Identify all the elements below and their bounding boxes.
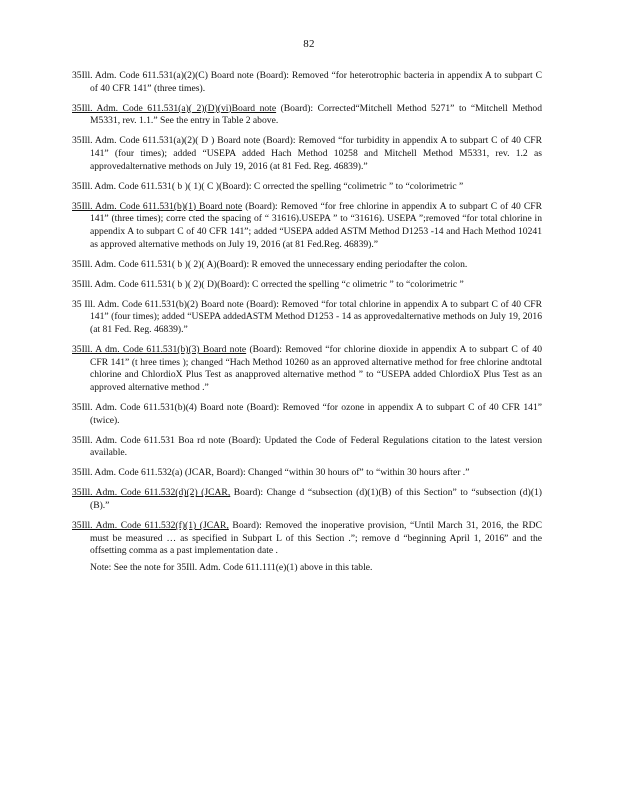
citation: 35Ill. Adm. Code 611.531 Boa rd note xyxy=(72,434,226,446)
citation: 35 Ill. Adm. Code 611.531(b)(2) xyxy=(72,298,199,310)
citation: 35Ill. Adm. Code 611.531( b )( 1)( C ) xyxy=(72,180,219,192)
amendment-entry xyxy=(72,103,542,128)
table-note: Note: See the note for 35Ill. Adm. Code 611.111(e)(1) above in this table. xyxy=(90,562,373,574)
description: Board): Change d “subsection (d)(1)(B) of this Section” to “subsection (d)(1)(B).” xyxy=(90,487,543,512)
description: Board note (Board): Removed “for total chlorine in appendix A to subpart C of 40 CFR 141” (four times); added “USEPA addedASTM Method D1253 - 14 as approvedalternative methods on July 19, 2016 (at 81 Fed. Reg. 46839).” xyxy=(90,298,542,335)
citation: 35Ill. Adm. Code 611.531( b )( 2)( A) xyxy=(72,258,217,270)
amendment-entry xyxy=(72,487,542,512)
citation: 35Ill. A dm. Code 611.531(b)(3) Board note xyxy=(72,344,247,356)
amendment-entry xyxy=(72,135,542,173)
citation: 35Ill. Adm. Code 611.532(d)(2) (JCAR, xyxy=(72,487,231,499)
citation: 35Ill. Adm. Code 611.531(a)(2)(C) xyxy=(72,70,208,81)
amendment-entry xyxy=(72,279,542,292)
description: Board note (Board): Removed “for ozone in appendix A to subpart C of 40 CFR 141” (twice). xyxy=(90,401,543,426)
amendment-entry xyxy=(72,520,542,558)
description: (Board): R emoved the unnecessary ending periodafter the colon. xyxy=(216,258,468,270)
citation: 35Ill. Adm. Code 611.531(a)(2)( D ) Board note xyxy=(72,135,261,147)
description: (Board): Removed “for free chlorine in appendix A to subpart C of 40 CFR 141” (three times); corre cted the spacing of “ 31616).USEPA ” to “31616). USEPA ”;removed “for total chlorine in appendix A to subpart C of 40 CFR 141”; added “USEPA added ASTM Method D1253 -14 and Hach Method 10241 as approved alternative methods on July 19, 2016 (at 81 Fed.Reg. 46839).” xyxy=(90,200,542,250)
description: (Board): Corrected“Mitchell Method 5271” to “Mitchell Method M5331, rev. 1.1.” See the entry in Table 2 above. xyxy=(90,102,542,127)
description: Board note (Board): Removed “for heterotrophic bacteria in appendix A to subpart C of 40 CFR 141” (three times). xyxy=(90,70,542,94)
description: (Board): C orrected the spelling “colimetric ” to “colorimetric ” xyxy=(219,180,464,192)
description: (Board): Updated the Code of Federal Regulations citation to the latest version available. xyxy=(90,434,542,459)
description: (Board): Removed “for chlorine dioxide in appendix A to subpart C of 40 CFR 141” (t hree times ); changed “Hach Method 10260 as an approved alternative method for free chlorine andtotal chlorine and ChlordioX Plus Test as anapproved alternative method ” to “USEPA added ChlordioX Plus Test as an approved alternative method .” xyxy=(90,344,542,393)
page-number: 82 xyxy=(303,38,315,50)
amendment-list xyxy=(72,70,542,575)
amendment-entry xyxy=(72,344,542,394)
amendment-entry xyxy=(72,259,542,272)
amendment-entry xyxy=(72,402,542,427)
citation: 35Ill. Adm. Code 611.532(f)(1) (JCAR, xyxy=(72,520,229,532)
amendment-entry xyxy=(72,435,542,460)
description: (Board): C orrected the spelling “c olimetric ” to “colorimetric ” xyxy=(217,278,464,290)
description: Board): Removed the inoperative provision, “Until March 31, 2016, the RDC must be measured … as specified in Subpart L of this Section .”; remove d “beginning April 1, 2016” and the offsetting comma as a past implementation date . xyxy=(90,520,542,557)
amendment-entry xyxy=(72,201,542,251)
description: (Board): Removed “for turbidity in appendix A to subpart C of 40 CFR 141” (four times); added “USEPA added Hach Method 10258 and Mitchell Method M5331, rev. 1.2 as approvedalternative methods on July 19, 2016 (at 81 Fed. Reg. 46839).” xyxy=(90,135,542,172)
citation: 35Ill. Adm. Code 611.531(a)( 2)(D)(vi)Board note xyxy=(72,102,277,114)
amendment-entry xyxy=(72,299,542,337)
amendment-entry xyxy=(72,467,542,480)
amendment-entry xyxy=(72,70,542,95)
citation: 35Ill. Adm. Code 611.531(b)(4) xyxy=(72,401,197,413)
description: (JCAR, Board): Changed “within 30 hours of” to “within 30 hours after .” xyxy=(182,467,470,479)
citation: 35Ill. Adm. Code 611.531( b )( 2)( D) xyxy=(72,278,218,290)
citation: 35Ill. Adm. Code 611.531(b)(1) Board note xyxy=(72,200,243,212)
citation: 35Ill. Adm. Code 611.532(a) xyxy=(72,467,183,479)
amendment-entry xyxy=(72,181,542,194)
